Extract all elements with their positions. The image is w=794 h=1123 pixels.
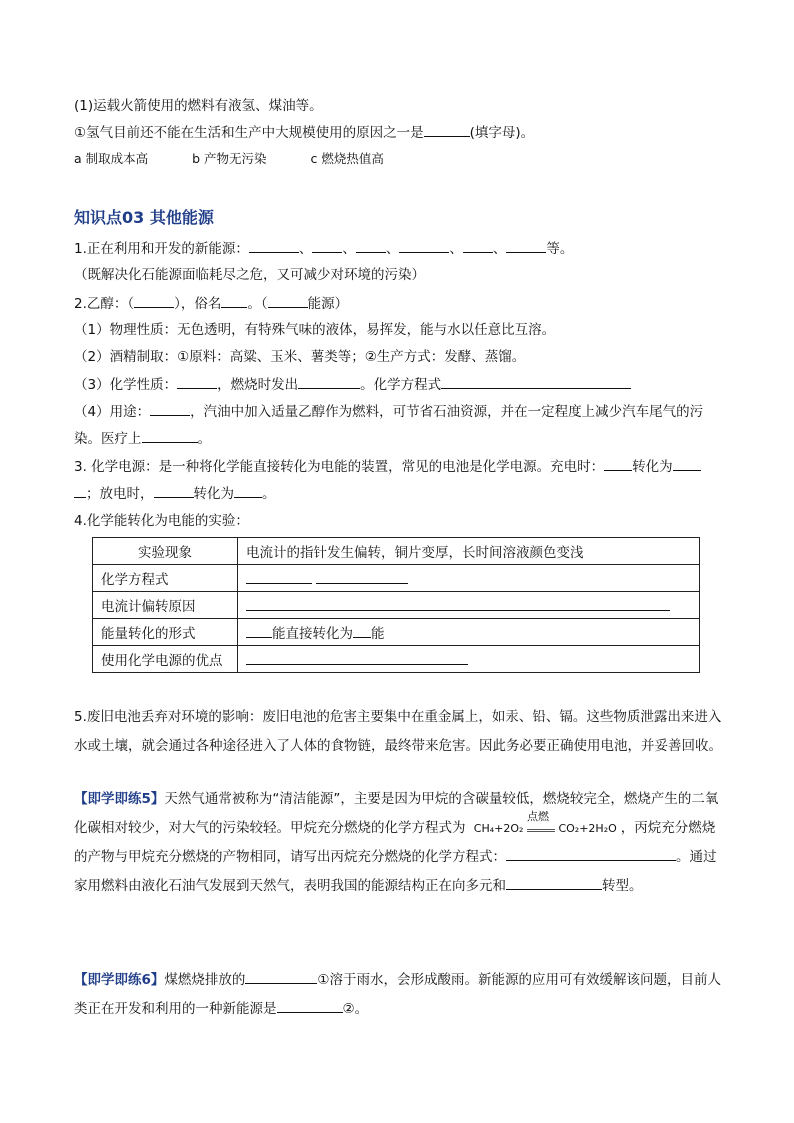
equation-left: CH₄+2O₂	[473, 822, 524, 835]
answer-blank[interactable]	[246, 650, 468, 665]
item-text: ；放电时，	[86, 486, 154, 502]
item-text: （3）化学性质：	[74, 377, 178, 393]
answer-blank[interactable]	[506, 846, 676, 861]
answer-blank[interactable]	[298, 374, 360, 389]
item-4: 4.化学能转化为电能的实验：	[74, 513, 249, 529]
table-cell-value	[238, 619, 700, 646]
table-cell-value	[238, 646, 700, 673]
item-text: 能源）	[307, 296, 349, 312]
question-text: (填字母)。	[469, 125, 535, 141]
table-cell-value: 电流计的指针发生偏转，铜片变厚，长时间溶液颜色变浅	[238, 538, 700, 565]
answer-blank[interactable]	[441, 374, 631, 389]
item-text: 。化学方程式	[360, 377, 442, 393]
practice-tag: 【即学即练5】	[74, 791, 165, 807]
item-2-chemical	[74, 374, 631, 395]
answer-blank[interactable]	[221, 293, 247, 308]
table-row	[93, 565, 700, 592]
item-2-physical: （1）物理性质：无色透明，有特殊气味的液体，易挥发，能与水以任意比互溶。	[74, 322, 556, 338]
question-1-sub	[74, 122, 534, 143]
answer-blank[interactable]	[234, 483, 262, 498]
answer-blank[interactable]	[245, 969, 317, 984]
table-cell-label: 实验现象	[93, 538, 238, 565]
item-text: 染。医疗上	[74, 431, 142, 447]
item-text: ，汽油中加入适量乙醇作为燃料，可节省石油资源，并在一定程度上减少汽车尾气的污	[190, 404, 704, 420]
answer-blank[interactable]	[506, 875, 602, 890]
options-row	[74, 149, 424, 169]
section-heading: 知识点03 其他能源	[74, 208, 214, 227]
item-text: 。（	[247, 296, 268, 312]
answer-blank[interactable]	[246, 569, 312, 584]
item-text: （4）用途：	[74, 404, 151, 420]
practice-text: ②。	[342, 1001, 369, 1017]
item-2	[74, 293, 348, 314]
cell-text: 能直接转化为	[272, 626, 353, 642]
answer-blank[interactable]	[246, 596, 670, 611]
practice-text: 转型。	[602, 878, 643, 894]
table-cell-value	[238, 565, 700, 592]
practice-tag: 【即学即练6】	[74, 972, 165, 988]
table-cell-label: 使用化学电源的优点	[93, 646, 238, 673]
condition-label: 点燃	[526, 810, 549, 823]
answer-blank[interactable]	[150, 401, 190, 416]
practice-text: 天然气通常被称为“清洁能源”，主要是因为甲烷的含碳量较低，燃烧较完全，燃烧产生的二氧化碳相对较少，对大气的污染较轻。甲烷充分燃烧的化学方程式为	[74, 791, 719, 836]
practice-text: 。通过家用燃料由液化石油气发展到天然气，表明我国的能源结构正在向多元和	[74, 849, 717, 894]
item-text: 。	[197, 431, 211, 447]
item-text: 3. 化学电源：是一种将化学能直接转化为电能的装置，常见的电池是化学电源。充电时：	[74, 459, 605, 475]
table-cell-label: 能量转化的形式	[93, 619, 238, 646]
item-text: 2.乙醇：（	[74, 296, 135, 312]
answer-blank[interactable]	[463, 238, 493, 253]
item-text: ），俗名	[174, 296, 222, 312]
answer-blank[interactable]	[142, 428, 198, 443]
answer-blank[interactable]	[356, 238, 386, 253]
answer-blank[interactable]	[312, 238, 342, 253]
answer-blank[interactable]	[424, 122, 470, 137]
equation-right: CO₂+2H₂O	[558, 822, 617, 835]
experiment-table	[92, 537, 700, 673]
question-text: ①氢气目前还不能在生活和生产中大规模使用的原因之一是	[74, 125, 424, 141]
item-text: 等。	[546, 241, 574, 257]
practice-text: 煤燃烧排放的	[164, 972, 246, 988]
answer-blank[interactable]	[353, 623, 371, 638]
item-3	[74, 456, 701, 477]
option-a[interactable]: a 制取成本高	[74, 151, 149, 166]
cell-text: 能	[371, 626, 385, 642]
answer-blank[interactable]	[399, 238, 449, 253]
answer-blank[interactable]	[177, 374, 217, 389]
table-cell-label: 化学方程式	[93, 565, 238, 592]
chemical-equation	[470, 810, 621, 843]
practice-text: ①溶于雨水，会形成酸雨。新能源的应用可有效缓解该问题，目前人类正在开发和利用的一种新能源是	[74, 972, 722, 1017]
answer-blank[interactable]	[673, 456, 701, 471]
item-text: 转化为	[632, 459, 673, 475]
question-1: (1)运载火箭使用的燃料有液氢、煤油等。	[74, 98, 323, 114]
table-row	[93, 646, 700, 673]
answer-blank[interactable]	[506, 238, 546, 253]
reaction-condition	[526, 810, 555, 843]
item-2-use-cont	[74, 428, 211, 449]
item-5: 5.废旧电池丢弃对环境的影响：废旧电池的危害主要集中在重金属上，如汞、铅、镉。这些物质泄露出来进入水或土壤，就会通过各种途径进入了人体的食物链，最终带来危害。因此务必要正确使用电池，并妥善回收。	[74, 709, 722, 754]
item-1-note: （既解决化石能源面临耗尽之危，又可减少对环境的污染）	[74, 267, 425, 283]
answer-blank[interactable]	[277, 998, 343, 1013]
item-2-production: （2）酒精制取：①原料：高粱、玉米、薯类等；②生产方式：发酵、蒸馏。	[74, 349, 526, 365]
answer-blank[interactable]	[154, 483, 194, 498]
practice-5	[74, 785, 724, 901]
answer-blank[interactable]	[316, 569, 408, 584]
item-2-use	[74, 401, 703, 422]
item-1: 1.正在利用和开发的新能源： 、 、 、 、 、 等。	[74, 238, 573, 259]
option-c[interactable]: c 燃烧热值高	[310, 151, 384, 166]
option-b[interactable]: b 产物无污染	[192, 151, 267, 166]
item-text: 1.正在利用和开发的新能源：	[74, 241, 249, 257]
answer-blank[interactable]	[268, 293, 308, 308]
answer-blank[interactable]	[604, 456, 632, 471]
table-row	[93, 538, 700, 565]
answer-blank[interactable]	[246, 623, 272, 638]
item-text: 转化为	[193, 486, 234, 502]
practice-6	[74, 966, 724, 1024]
item-text: ，燃烧时发出	[217, 377, 299, 393]
table-row	[93, 592, 700, 619]
answer-blank[interactable]	[74, 483, 86, 498]
practice-text: ，丙烷充分燃烧的产物与甲烷充分燃烧的产物相同，请写出丙烷充分燃烧的化学方程式：	[74, 820, 716, 865]
table-cell-value	[238, 592, 700, 619]
item-3-cont	[74, 483, 276, 504]
answer-blank[interactable]	[249, 238, 299, 253]
answer-blank[interactable]	[134, 293, 174, 308]
item-text: 。	[262, 486, 276, 502]
table-row	[93, 619, 700, 646]
table-cell-label: 电流计偏转原因	[93, 592, 238, 619]
